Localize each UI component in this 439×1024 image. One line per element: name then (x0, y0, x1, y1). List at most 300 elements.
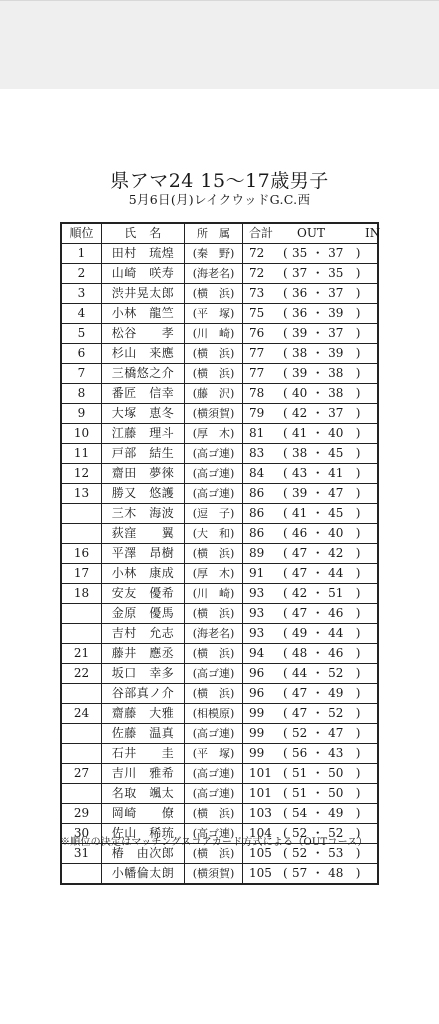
score-separator: ・ (311, 626, 324, 640)
table-row (61, 304, 378, 324)
player-name-cell: 江藤 理斗 (102, 424, 185, 444)
footnote: ※順位の決定はマッチングスコアカード方式による（OUTコース） (60, 837, 368, 848)
total-score-cell: 91 (243, 564, 284, 584)
half-scores-cell (283, 864, 378, 885)
total-score-cell: 93 (243, 584, 284, 604)
paren-open: ( (283, 246, 288, 260)
half-scores-cell (283, 404, 378, 424)
club-cell: (高ゴ連) (185, 464, 243, 484)
total-score-cell: 86 (243, 524, 284, 544)
paren-open: ( (283, 706, 288, 720)
score-separator: ・ (311, 466, 324, 480)
half-scores-cell (283, 284, 378, 304)
table-row (61, 464, 378, 484)
paren-open: ( (283, 466, 288, 480)
half-scores-cell (283, 424, 378, 444)
paren-close: ) (355, 646, 361, 660)
paren-open: ( (283, 346, 288, 360)
paren-open: ( (283, 806, 288, 820)
club-cell: (川 崎) (185, 584, 243, 604)
header-out: OUT (297, 226, 325, 240)
table-row (61, 364, 378, 384)
paren-open: ( (283, 526, 288, 540)
rank-cell: 22 (61, 664, 102, 684)
total-score-cell: 101 (243, 764, 284, 784)
paren-close: ) (355, 606, 361, 620)
rank-cell: 13 (61, 484, 102, 504)
rank-cell: 7 (61, 364, 102, 384)
player-name-cell: 三木 海波 (102, 504, 185, 524)
score-separator: ・ (311, 306, 324, 320)
player-name-cell: 戸部 結生 (102, 444, 185, 464)
player-name-cell: 大塚 恵冬 (102, 404, 185, 424)
paren-close: ) (355, 846, 361, 860)
half-scores-cell (283, 484, 378, 504)
table-row (61, 604, 378, 624)
paren-close: ) (355, 866, 361, 880)
out-score: 47 (292, 566, 308, 580)
half-scores-cell (283, 804, 378, 824)
in-score: 52 (328, 706, 344, 720)
top-gray-band (0, 0, 439, 89)
half-scores-cell (283, 364, 378, 384)
rank-cell (61, 524, 102, 544)
in-score: 53 (328, 846, 344, 860)
in-score: 45 (328, 446, 344, 460)
half-scores-cell (283, 244, 378, 264)
paren-close: ) (355, 786, 361, 800)
rank-cell: 12 (61, 464, 102, 484)
half-scores-cell (283, 704, 378, 724)
paren-close: ) (355, 686, 361, 700)
half-scores-cell (283, 724, 378, 744)
results-table (60, 222, 379, 885)
table-row (61, 684, 378, 704)
out-score: 47 (292, 686, 308, 700)
total-score-cell: 96 (243, 664, 284, 684)
club-cell: (逗 子) (185, 504, 243, 524)
in-score: 47 (328, 486, 344, 500)
paren-open: ( (283, 626, 288, 640)
in-score: 42 (328, 546, 344, 560)
half-scores-cell (283, 644, 378, 664)
player-name-cell: 吉川 雅希 (102, 764, 185, 784)
in-score: 39 (328, 346, 344, 360)
score-separator: ・ (311, 666, 324, 680)
player-name-cell: 安友 優希 (102, 584, 185, 604)
total-score-cell: 86 (243, 484, 284, 504)
total-score-cell: 105 (243, 864, 284, 885)
total-score-cell: 83 (243, 444, 284, 464)
club-cell: (平 塚) (185, 304, 243, 324)
half-scores-cell (283, 744, 378, 764)
in-score: 52 (328, 666, 344, 680)
player-name-cell: 金原 優馬 (102, 604, 185, 624)
player-name-cell: 勝又 悠護 (102, 484, 185, 504)
in-score: 51 (328, 586, 344, 600)
in-score: 40 (328, 426, 344, 440)
score-separator: ・ (311, 866, 324, 880)
total-score-cell: 75 (243, 304, 284, 324)
player-name-cell: 岡崎 僚 (102, 804, 185, 824)
score-separator: ・ (311, 506, 324, 520)
rank-cell (61, 504, 102, 524)
score-separator: ・ (311, 766, 324, 780)
half-scores-cell (283, 544, 378, 564)
score-separator: ・ (311, 746, 324, 760)
player-name-cell: 田村 琉煌 (102, 244, 185, 264)
rank-cell (61, 624, 102, 644)
club-cell: (秦 野) (185, 244, 243, 264)
rank-cell: 3 (61, 284, 102, 304)
total-score-cell: 99 (243, 744, 284, 764)
club-cell: (横須賀) (185, 864, 243, 885)
club-cell: (横 浜) (185, 284, 243, 304)
table-row (61, 484, 378, 504)
club-cell: (高ゴ連) (185, 764, 243, 784)
score-separator: ・ (311, 426, 324, 440)
player-name-cell: 齋藤 大雅 (102, 704, 185, 724)
out-score: 36 (292, 306, 308, 320)
total-score-cell: 73 (243, 284, 284, 304)
paren-open: ( (283, 306, 288, 320)
half-scores-cell (283, 324, 378, 344)
club-cell: (川 崎) (185, 324, 243, 344)
club-cell: (平 塚) (185, 744, 243, 764)
paren-close: ) (355, 266, 361, 280)
paren-close: ) (355, 446, 361, 460)
paren-open: ( (283, 646, 288, 660)
out-score: 57 (292, 866, 308, 880)
table-row (61, 564, 378, 584)
half-scores-cell (283, 444, 378, 464)
out-score: 41 (292, 426, 308, 440)
total-score-cell: 72 (243, 264, 284, 284)
total-score-cell: 105 (243, 844, 284, 864)
player-name-cell: 名取 颯太 (102, 784, 185, 804)
player-name-cell: 椿 由次郎 (102, 844, 185, 864)
rank-cell: 2 (61, 264, 102, 284)
player-name-cell: 平澤 昂樹 (102, 544, 185, 564)
rank-cell: 17 (61, 564, 102, 584)
table-row (61, 384, 378, 404)
table-row (61, 644, 378, 664)
rank-cell (61, 604, 102, 624)
paren-open: ( (283, 266, 288, 280)
half-scores-cell (283, 504, 378, 524)
out-score: 47 (292, 546, 308, 560)
rank-cell: 6 (61, 344, 102, 364)
rank-cell (61, 724, 102, 744)
in-score: 40 (328, 526, 344, 540)
out-score: 38 (292, 346, 308, 360)
rank-cell: 31 (61, 844, 102, 864)
in-score: 39 (328, 306, 344, 320)
table-row (61, 804, 378, 824)
club-cell: (大 和) (185, 524, 243, 544)
table-row (61, 704, 378, 724)
in-score: 38 (328, 386, 344, 400)
rank-cell: 18 (61, 584, 102, 604)
paren-open: ( (283, 546, 288, 560)
half-scores-cell (283, 604, 378, 624)
out-score: 38 (292, 446, 308, 460)
table-row (61, 784, 378, 804)
in-score: 48 (328, 866, 344, 880)
player-name-cell: 荻窪 翼 (102, 524, 185, 544)
paren-close: ) (355, 586, 361, 600)
total-score-cell: 96 (243, 684, 284, 704)
in-score: 35 (328, 266, 344, 280)
rank-cell: 16 (61, 544, 102, 564)
in-score: 47 (328, 726, 344, 740)
half-scores-cell (283, 384, 378, 404)
in-score: 50 (328, 766, 344, 780)
paren-open: ( (283, 366, 288, 380)
club-cell: (藤 沢) (185, 384, 243, 404)
paren-open: ( (283, 866, 288, 880)
in-score: 44 (328, 626, 344, 640)
in-score: 37 (328, 326, 344, 340)
total-score-cell: 99 (243, 704, 284, 724)
half-scores-cell (283, 664, 378, 684)
score-separator: ・ (311, 706, 324, 720)
total-score-cell: 81 (243, 424, 284, 444)
paren-open: ( (283, 846, 288, 860)
club-cell: (横 浜) (185, 604, 243, 624)
total-score-cell: 79 (243, 404, 284, 424)
paren-open: ( (283, 446, 288, 460)
out-score: 49 (292, 626, 308, 640)
out-score: 51 (292, 766, 308, 780)
in-score: 50 (328, 786, 344, 800)
in-score: 37 (328, 246, 344, 260)
table-row (61, 524, 378, 544)
player-name-cell: 石井 圭 (102, 744, 185, 764)
paren-close: ) (355, 466, 361, 480)
player-name-cell: 三橋悠之介 (102, 364, 185, 384)
paren-open: ( (283, 586, 288, 600)
paren-open: ( (283, 726, 288, 740)
half-scores-cell (283, 464, 378, 484)
half-scores-cell (283, 684, 378, 704)
score-separator: ・ (311, 726, 324, 740)
out-score: 42 (292, 586, 308, 600)
club-cell: (横須賀) (185, 404, 243, 424)
club-cell: (高ゴ連) (185, 484, 243, 504)
paren-close: ) (355, 366, 361, 380)
rank-cell (61, 784, 102, 804)
club-cell: (海老名) (185, 624, 243, 644)
in-score: 43 (328, 746, 344, 760)
paren-close: ) (355, 306, 361, 320)
score-separator: ・ (311, 606, 324, 620)
out-score: 39 (292, 366, 308, 380)
in-score: 44 (328, 566, 344, 580)
player-name-cell: 番匠 信幸 (102, 384, 185, 404)
player-name-cell: 松谷 孝 (102, 324, 185, 344)
out-score: 41 (292, 506, 308, 520)
header-name: 氏 名 (102, 223, 185, 244)
rank-cell: 8 (61, 384, 102, 404)
rank-cell: 11 (61, 444, 102, 464)
out-score: 47 (292, 706, 308, 720)
out-score: 47 (292, 606, 308, 620)
paren-close: ) (355, 626, 361, 640)
player-name-cell: 山崎 咲寿 (102, 264, 185, 284)
player-name-cell: 佐藤 温真 (102, 724, 185, 744)
paren-close: ) (355, 486, 361, 500)
total-score-cell: 101 (243, 784, 284, 804)
table-row (61, 284, 378, 304)
header-out-in (283, 223, 381, 244)
score-separator: ・ (311, 846, 324, 860)
paren-close: ) (355, 666, 361, 680)
club-cell: (厚 木) (185, 564, 243, 584)
score-separator: ・ (311, 326, 324, 340)
out-score: 43 (292, 466, 308, 480)
score-separator: ・ (311, 446, 324, 460)
in-score: 46 (328, 606, 344, 620)
score-separator: ・ (311, 406, 324, 420)
paren-open: ( (283, 606, 288, 620)
paren-close: ) (355, 406, 361, 420)
paren-close: ) (355, 426, 361, 440)
club-cell: (高ゴ連) (185, 444, 243, 464)
header-club: 所 属 (185, 223, 243, 244)
player-name-cell: 杉山 来應 (102, 344, 185, 364)
score-separator: ・ (311, 806, 324, 820)
rank-cell: 1 (61, 244, 102, 264)
rank-cell: 24 (61, 704, 102, 724)
out-score: 42 (292, 406, 308, 420)
paren-close: ) (355, 506, 361, 520)
in-score: 49 (328, 806, 344, 820)
player-name-cell: 佐山 稀琉 (102, 824, 185, 844)
score-separator: ・ (311, 546, 324, 560)
header-total: 合計 (243, 223, 284, 244)
player-name-cell: 齋田 夢徠 (102, 464, 185, 484)
club-cell: (横 浜) (185, 644, 243, 664)
out-score: 40 (292, 386, 308, 400)
club-cell: (横 浜) (185, 344, 243, 364)
club-cell: (相模原) (185, 704, 243, 724)
in-score: 41 (328, 466, 344, 480)
out-score: 48 (292, 646, 308, 660)
club-cell: (高ゴ連) (185, 824, 243, 844)
score-separator: ・ (311, 826, 324, 840)
paren-open: ( (283, 826, 288, 840)
score-separator: ・ (311, 266, 324, 280)
paren-open: ( (283, 486, 288, 500)
club-cell: (高ゴ連) (185, 664, 243, 684)
score-separator: ・ (311, 786, 324, 800)
table-row (61, 584, 378, 604)
table-row (61, 444, 378, 464)
score-separator: ・ (311, 246, 324, 260)
total-score-cell: 94 (243, 644, 284, 664)
header-rank: 順位 (61, 223, 102, 244)
out-score: 35 (292, 246, 308, 260)
event-subtitle: 5月6日(月)レイクウッドG.C.西 (128, 192, 311, 207)
paren-close: ) (355, 386, 361, 400)
total-score-cell: 77 (243, 364, 284, 384)
score-separator: ・ (311, 646, 324, 660)
rank-cell: 21 (61, 644, 102, 664)
in-score: 45 (328, 506, 344, 520)
paren-open: ( (283, 786, 288, 800)
player-name-cell: 坂口 幸多 (102, 664, 185, 684)
in-score: 49 (328, 686, 344, 700)
out-score: 44 (292, 666, 308, 680)
paren-close: ) (355, 246, 361, 260)
score-separator: ・ (311, 586, 324, 600)
paren-close: ) (355, 546, 361, 560)
out-score: 52 (292, 726, 308, 740)
table-row (61, 724, 378, 744)
paren-close: ) (355, 566, 361, 580)
table-row (61, 744, 378, 764)
rank-cell (61, 864, 102, 885)
player-name-cell: 藤井 應丞 (102, 644, 185, 664)
player-name-cell: 小幡倫太朗 (102, 864, 185, 885)
out-score: 52 (292, 846, 308, 860)
in-score: 37 (328, 406, 344, 420)
paren-close: ) (355, 766, 361, 780)
table-row (61, 764, 378, 784)
rank-cell: 4 (61, 304, 102, 324)
total-score-cell: 93 (243, 604, 284, 624)
out-score: 51 (292, 786, 308, 800)
rank-cell: 10 (61, 424, 102, 444)
paren-close: ) (355, 526, 361, 540)
table-header-row (61, 223, 378, 244)
table-row (61, 344, 378, 364)
total-score-cell: 93 (243, 624, 284, 644)
total-score-cell: 78 (243, 384, 284, 404)
table-row (61, 664, 378, 684)
in-score: 52 (328, 826, 344, 840)
half-scores-cell (283, 564, 378, 584)
player-name-cell: 小林 康成 (102, 564, 185, 584)
score-separator: ・ (311, 286, 324, 300)
half-scores-cell (283, 784, 378, 804)
paren-open: ( (283, 286, 288, 300)
paren-open: ( (283, 326, 288, 340)
paren-open: ( (283, 566, 288, 580)
table-row (61, 624, 378, 644)
half-scores-cell (283, 624, 378, 644)
out-score: 37 (292, 266, 308, 280)
header-in: IN (364, 226, 381, 240)
table-row (61, 324, 378, 344)
score-separator: ・ (311, 566, 324, 580)
paren-close: ) (355, 346, 361, 360)
page-title: 県アマ24 15～17歳男子 (110, 170, 329, 192)
paren-open: ( (283, 386, 288, 400)
total-score-cell: 72 (243, 244, 284, 264)
rank-cell: 29 (61, 804, 102, 824)
table-row (61, 264, 378, 284)
total-score-cell: 77 (243, 344, 284, 364)
out-score: 52 (292, 826, 308, 840)
club-cell: (横 浜) (185, 804, 243, 824)
paren-close: ) (355, 826, 361, 840)
rank-cell (61, 684, 102, 704)
paren-close: ) (355, 286, 361, 300)
paren-close: ) (355, 746, 361, 760)
out-score: 56 (292, 746, 308, 760)
